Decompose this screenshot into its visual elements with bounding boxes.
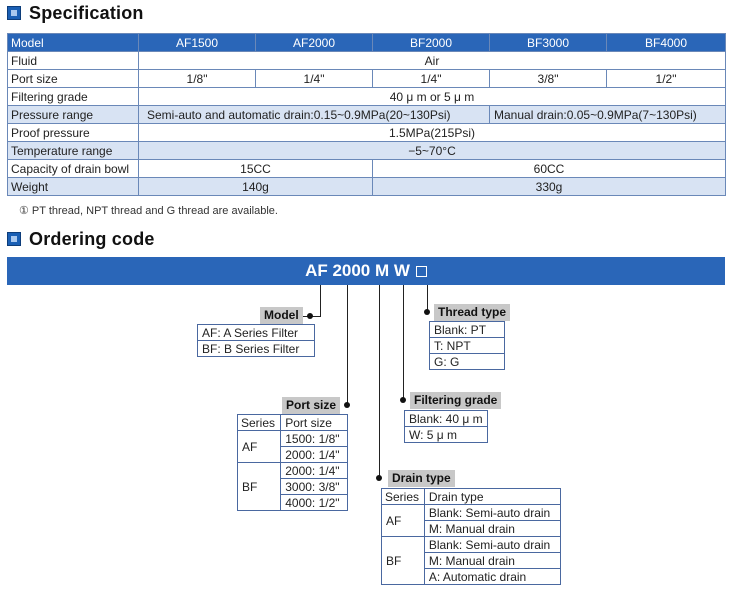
thread-table xyxy=(429,321,505,370)
header-bf3000: BF3000 xyxy=(490,34,607,52)
drain-option: Blank: Semi-auto drain xyxy=(424,505,560,521)
model-tag: Model xyxy=(260,307,303,324)
table-row xyxy=(238,463,348,479)
table-row xyxy=(238,431,348,447)
pressure-right: Manual drain:0.05~0.9MPa(7~130Psi) xyxy=(490,106,726,124)
thread-option: G: G xyxy=(430,354,505,370)
table-row xyxy=(198,341,315,357)
connector-thread xyxy=(427,285,428,312)
square-bullet-icon xyxy=(7,6,21,20)
table-row xyxy=(430,354,505,370)
table-row xyxy=(8,160,726,178)
order-code: AF 2000 M W xyxy=(305,261,410,280)
port-series-af: AF xyxy=(238,431,281,463)
drain-col-series: Series xyxy=(382,489,425,505)
header-af2000: AF2000 xyxy=(256,34,373,52)
header-af1500: AF1500 xyxy=(139,34,256,52)
row-label: Temperature range xyxy=(8,142,139,160)
connector-drain xyxy=(379,285,380,478)
connector-model xyxy=(320,285,321,316)
port-cell: 1/2" xyxy=(607,70,726,88)
spec-header-row xyxy=(8,34,726,52)
port-option: 4000: 1/2" xyxy=(281,495,348,511)
drain-value: 15CC xyxy=(139,160,373,178)
drain-tag: Drain type xyxy=(388,470,455,487)
table-row xyxy=(198,325,315,341)
table-row xyxy=(405,411,488,427)
table-row xyxy=(8,70,726,88)
connector-filter xyxy=(403,285,404,400)
order-code-bar xyxy=(7,257,725,285)
filtering-table xyxy=(404,410,488,443)
port-option: 2000: 1/4" xyxy=(281,463,348,479)
header-bf4000: BF4000 xyxy=(607,34,726,52)
connector-dot xyxy=(376,475,382,481)
table-row xyxy=(8,142,726,160)
table-row xyxy=(8,178,726,196)
order-title: Ordering code xyxy=(29,228,155,249)
thread-tag: Thread type xyxy=(434,304,510,321)
fluid-value: Air xyxy=(139,52,726,70)
port-tag: Port size xyxy=(282,397,340,414)
spec-heading xyxy=(7,1,144,25)
port-cell: 1/4" xyxy=(256,70,373,88)
connector-port xyxy=(347,285,348,405)
filtering-option: Blank: 40 μ m xyxy=(405,411,488,427)
thread-box-icon xyxy=(416,266,427,277)
table-row xyxy=(382,537,561,553)
weight-value: 140g xyxy=(139,178,373,196)
connector-dot xyxy=(424,309,430,315)
proof-value: 1.5MPa(215Psi) xyxy=(139,124,726,142)
table-row xyxy=(8,52,726,70)
thread-option: T: NPT xyxy=(430,338,505,354)
drain-option: M: Manual drain xyxy=(424,521,560,537)
table-row xyxy=(8,106,726,124)
filtering-option: W: 5 μ m xyxy=(405,427,488,443)
connector-dot xyxy=(307,313,313,319)
table-row xyxy=(238,415,348,431)
thread-note: ① PT thread, NPT thread and G thread are available. xyxy=(19,205,278,217)
pressure-left: Semi-auto and automatic drain:0.15~0.9MPa(20~130Psi) xyxy=(139,106,490,124)
model-table xyxy=(197,324,315,357)
connector-dot xyxy=(344,402,350,408)
drain-option: M: Manual drain xyxy=(424,553,560,569)
drain-value: 60CC xyxy=(373,160,726,178)
row-label: Weight xyxy=(8,178,139,196)
header-bf2000: BF2000 xyxy=(373,34,490,52)
connector-dot xyxy=(400,397,406,403)
table-row xyxy=(405,427,488,443)
port-series-bf: BF xyxy=(238,463,281,511)
spec-title: Specification xyxy=(29,2,144,23)
row-label: Pressure range xyxy=(8,106,139,124)
drain-option: Blank: Semi-auto drain xyxy=(424,537,560,553)
filtering-tag: Filtering grade xyxy=(410,392,501,409)
drain-table xyxy=(381,488,561,585)
table-row xyxy=(430,338,505,354)
drain-series-af: AF xyxy=(382,505,425,537)
square-bullet-icon xyxy=(7,232,21,246)
header-model: Model xyxy=(8,34,139,52)
port-cell: 3/8" xyxy=(490,70,607,88)
port-option: 1500: 1/8" xyxy=(281,431,348,447)
drain-series-bf: BF xyxy=(382,537,425,585)
table-row xyxy=(8,88,726,106)
row-label: Capacity of drain bowl xyxy=(8,160,139,178)
order-heading xyxy=(7,227,155,251)
row-label: Fluid xyxy=(8,52,139,70)
row-label: Proof pressure xyxy=(8,124,139,142)
port-table xyxy=(237,414,348,511)
table-row xyxy=(382,505,561,521)
row-label: Port size xyxy=(8,70,139,88)
port-col-series: Series xyxy=(238,415,281,431)
drain-col-type: Drain type xyxy=(424,489,560,505)
model-option: BF: B Series Filter xyxy=(198,341,315,357)
model-option: AF: A Series Filter xyxy=(198,325,315,341)
thread-option: Blank: PT xyxy=(430,322,505,338)
weight-value: 330g xyxy=(373,178,726,196)
port-cell: 1/4" xyxy=(373,70,490,88)
table-row xyxy=(8,124,726,142)
table-row xyxy=(382,489,561,505)
port-option: 2000: 1/4" xyxy=(281,447,348,463)
spec-table xyxy=(7,33,726,196)
row-label: Filtering grade xyxy=(8,88,139,106)
filtering-value: 40 μ m or 5 μ m xyxy=(139,88,726,106)
port-option: 3000: 3/8" xyxy=(281,479,348,495)
port-col-size: Port size xyxy=(281,415,348,431)
temp-value: −5~70°C xyxy=(139,142,726,160)
port-cell: 1/8" xyxy=(139,70,256,88)
drain-option: A: Automatic drain xyxy=(424,569,560,585)
table-row xyxy=(430,322,505,338)
